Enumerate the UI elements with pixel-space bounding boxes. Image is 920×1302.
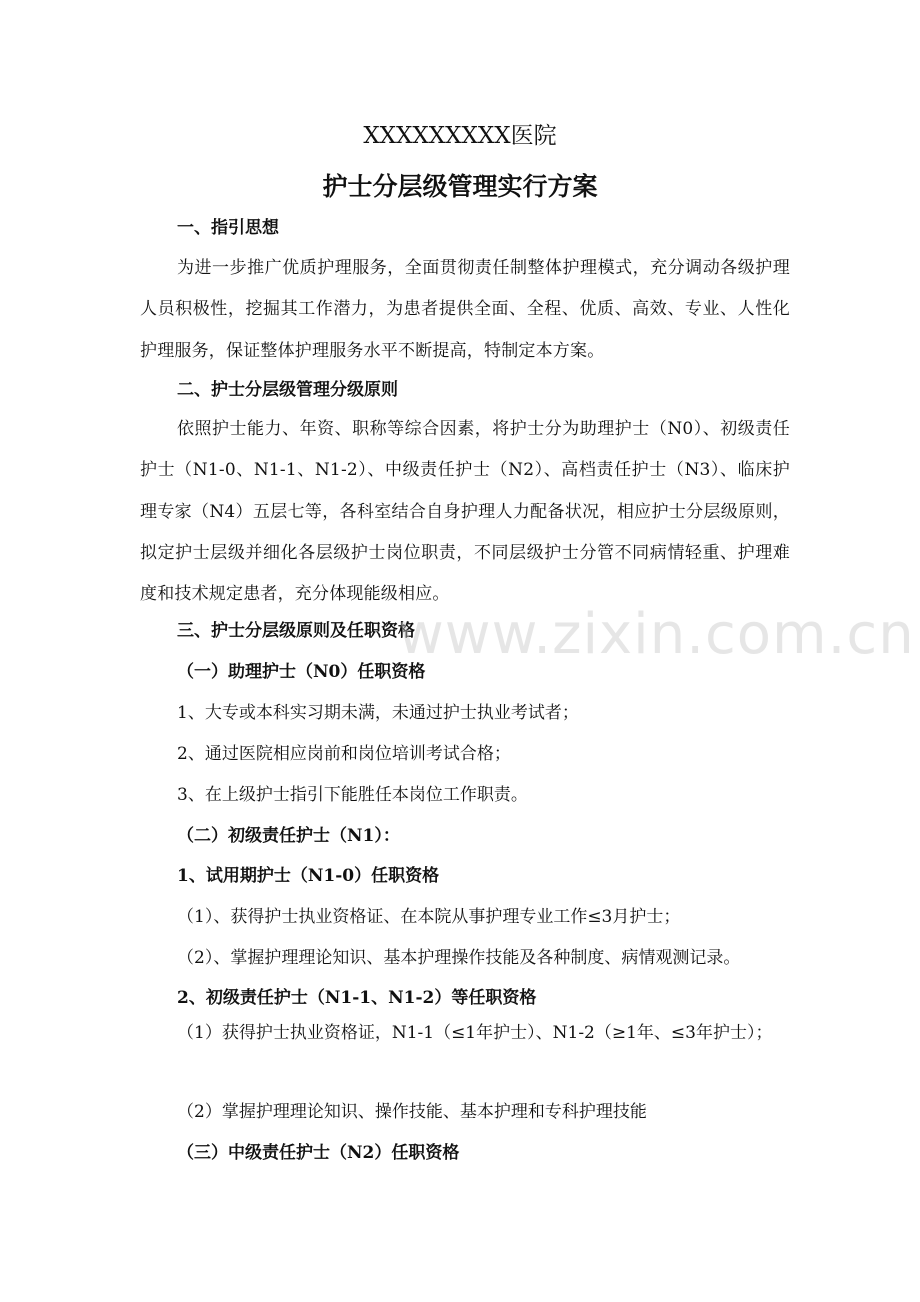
n1-1-item-2: （2）掌握护理理论知识、操作技能、基本护理和专科护理技能 <box>177 1102 647 1122</box>
n0-item-3: 3、在上级护士指引下能胜任本岗位工作职责。 <box>177 785 528 805</box>
n0-heading: （一）助理护士（N0）任职资格 <box>177 662 426 682</box>
section-paragraph-1: 为进一步推广优质护理服务，全面贯彻责任制整体护理模式，充分调动各级护理人员积极性，挖掘其工作潜力，为患者提供全面、全程、优质、高效、专业、人性化护理服务，保证整体护理服务水平不断提高，特制定本方案。 <box>140 258 790 361</box>
watermark: www.zixin.com.cn <box>398 602 915 667</box>
document-title: 护士分层级管理实行方案 <box>322 172 598 201</box>
section-heading-3: 三、护士分层级原则及任职资格 <box>177 621 415 641</box>
n1-0-heading: 1、试用期护士（N1-0）任职资格 <box>177 866 440 886</box>
n0-item-2: 2、通过医院相应岗前和岗位培训考试合格； <box>177 744 511 764</box>
n1-1-heading: 2、初级责任护士（N1-1、N1-2）等任职资格 <box>177 988 537 1008</box>
n0-item-1: 1、大专或本科实习期未满，未通过护士执业考试者； <box>177 703 579 723</box>
n1-0-item-1: （1）、获得护士执业资格证、在本院从事护理专业工作≤3月护士； <box>177 907 681 927</box>
n1-1-item-1: （1）获得护士执业资格证，N1-1（≤1年护士）、N1-2（≥1年、≤3年护士）； <box>177 1023 773 1043</box>
section-paragraph-2: 依照护士能力、年资、职称等综合因素，将护士分为助理护士（N0）、初级责任护士（N1-0、N1-1、N1-2）、中级责任护士（N2）、高档责任护士（N3）、临床护理专家（N4）五层七等，各科室结合自身护理人力配备状况，相应护士分层级原则，拟定护士层级并细化各层级护士岗位职责，不同层级护士分管不同病情轻重、护理难度和技术规定患者，充分体现能级相应。 <box>140 419 790 605</box>
section-heading-1: 一、指引思想 <box>177 218 279 238</box>
section-heading-2: 二、护士分层级管理分级原则 <box>177 380 398 400</box>
n2-heading: （三）中级责任护士（N2）任职资格 <box>177 1143 460 1163</box>
hospital-title: XXXXXXXXX医院 <box>363 123 557 149</box>
n1-0-item-2: （2）、掌握护理理论知识、基本护理操作技能及各种制度、病情观测记录。 <box>177 948 741 968</box>
n1-heading: （二）初级责任护士（N1）： <box>177 826 400 846</box>
